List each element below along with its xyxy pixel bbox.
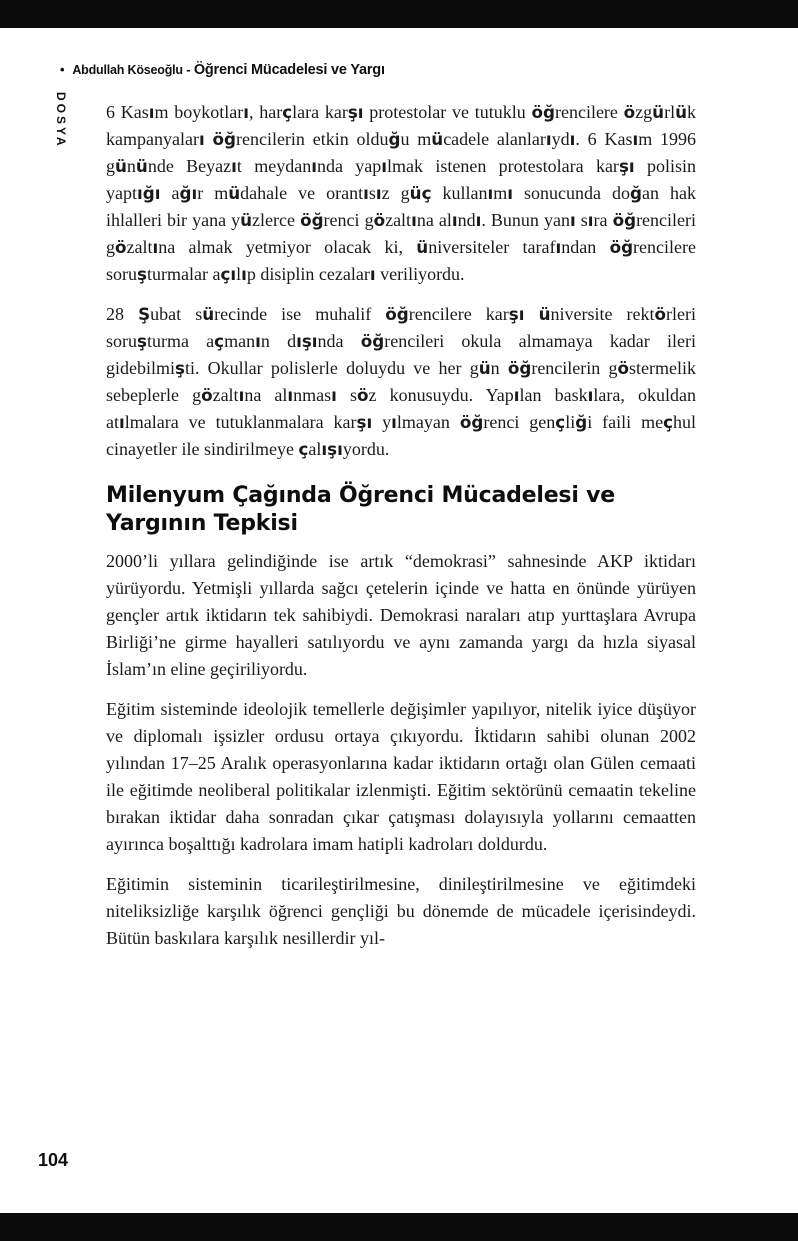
substituted-glyph: ı [311,156,317,176]
page-number: 104 [38,1150,69,1170]
substituted-glyph: ı [545,129,552,149]
substituted-glyph: ı [375,183,382,203]
substituted-glyph: ü [202,304,215,324]
substituted-glyph: ı [154,183,161,203]
bullet-icon: • [60,62,65,77]
substituted-glyph: ö [459,412,472,432]
book-title: Öğrenci Mücadelesi ve Yargı [193,62,385,78]
substituted-glyph: ç [555,412,566,432]
bottom-black-bar [0,1213,798,1241]
substituted-glyph: Ş [138,304,151,324]
paragraph: 6 Kasım boykotları, harçlara karşı protestolar ve tutuklu öğrencilere özgürlük kampanyaları öğrencilerin etkin olduğu mücadele alanlarıydı. 6 Kasım 1996 gününde Beyazıt meydanında yapılmak istenen protestolara karşı polisin yaptığı ağır müdahale ve orantısız güç kullanımı sonucunda doğan hak ihlalleri bir yana yüzlerce öğrenci gözaltına alındı. Bunun yanı sıra öğrencileri gözaltına almak yetmiyor olacak ki, üniversiteler tarafından öğrencilere soruşturmalar açılıp disiplin cezaları veriliyordu. [106,102,697,284]
substituted-glyph: ğ [179,183,192,203]
substituted-glyph: ğ [311,210,324,230]
substituted-glyph: ı [287,385,294,405]
substituted-glyph: ı [331,385,337,405]
substituted-glyph: ö [201,385,213,405]
substituted-glyph: ğ [575,412,588,432]
substituted-glyph: ı [555,237,562,257]
substituted-glyph: ş [508,304,519,324]
substituted-glyph: ö [115,237,127,257]
substituted-glyph: ö [617,358,630,378]
substituted-glyph: ı [119,412,125,432]
substituted-glyph: ğ [142,183,155,203]
substituted-glyph: ı [148,102,155,122]
substituted-glyph: ğ [471,412,484,432]
substituted-glyph: ı [587,210,594,230]
substituted-glyph: ü [115,156,127,176]
substituted-glyph: ğ [630,183,642,203]
substituted-glyph: ö [360,331,373,351]
substituted-glyph: ğ [372,331,385,351]
substituted-glyph: ı [152,237,159,257]
substituted-glyph: ı [518,304,525,324]
substituted-glyph: ı [296,331,302,351]
substituted-glyph: ü [416,237,429,257]
substituted-glyph: ı [363,183,369,203]
substituted-glyph: ö [300,210,312,230]
substituted-glyph: ö [531,102,543,122]
substituted-glyph: ğ [223,129,236,149]
substituted-glyph: ç [214,331,225,351]
substituted-glyph: ş [327,439,338,459]
substituted-glyph: ü [240,210,253,230]
substituted-glyph: ç [421,183,432,203]
substituted-glyph: ö [507,358,520,378]
substituted-glyph: ı [475,210,482,230]
substituted-glyph: ü [228,183,241,203]
substituted-glyph: ı [243,102,249,122]
substituted-glyph: ö [212,129,224,149]
substituted-glyph: ö [654,304,667,324]
substituted-glyph: ş [137,264,147,284]
substituted-glyph: ı [137,183,143,203]
substituted-glyph: ç [298,439,309,459]
substituted-glyph: ı [513,385,520,405]
substituted-glyph: ç [663,412,673,432]
body-text [106,99,696,965]
substituted-glyph: ç [220,264,231,284]
substituted-glyph: ü [135,156,148,176]
substituted-glyph: ı [191,183,198,203]
running-header [60,62,385,78]
author-name: Abdullah Köseoğlu [72,63,183,77]
top-black-bar [0,0,798,28]
substituted-glyph: ı [198,129,205,149]
substituted-glyph: ü [478,358,491,378]
paragraph: Eğitimin sisteminin ticarileştirilmesine, dinileştirilmesine ve eğitimdeki niteliksizliğe karşılık öğrenci gençliği bu dönemde de mücadele içerisindeydi. Bütün baskılara karşılık nesillerdir yıl- [106,874,696,948]
substituted-glyph: ı [369,264,376,284]
substituted-glyph: ı [632,129,639,149]
substituted-glyph: ö [612,210,625,230]
substituted-glyph: ı [337,439,343,459]
substituted-glyph: ı [628,156,635,176]
substituted-glyph: ı [255,331,261,351]
substituted-glyph: ü [675,102,687,122]
substituted-glyph: ö [385,304,397,324]
substituted-glyph: ğ [388,129,401,149]
substituted-glyph: ö [623,102,636,122]
substituted-glyph: ü [652,102,665,122]
substituted-glyph: ş [301,331,312,351]
substituted-glyph: ı [366,412,373,432]
substituted-glyph: ü [538,304,551,324]
substituted-glyph: ı [391,412,397,432]
substituted-glyph: ğ [519,358,532,378]
substituted-glyph: ı [357,102,364,122]
substituted-glyph: ı [241,264,247,284]
substituted-glyph: ö [609,237,622,257]
substituted-glyph: ş [356,412,367,432]
substituted-glyph: ı [381,156,388,176]
substituted-glyph: ğ [624,210,637,230]
substituted-glyph: ş [347,102,358,122]
substituted-glyph: ı [451,210,458,230]
substituted-glyph: ğ [621,237,634,257]
substituted-glyph: ı [487,183,494,203]
substituted-glyph: ü [431,129,444,149]
section-heading: Milenyum Çağında Öğrenci Mücadelesi ve Yargının Tepkisi [106,483,615,536]
substituted-glyph: ı [569,210,576,230]
substituted-glyph: ü [409,183,422,203]
paragraph: Eğitim sisteminde ideolojik temellerle değişimler yapılıyor, nitelik iyice düşüyor ve diplomalı işsizler ordusu ortaya çıkıyordu. İktidarın sahibi olunan 2002 yılından 17–25 Aralık operasyonlarına kadar iktidarın ortağı olan Gülen cemaati ile eğitimde neoliberal politikalar izlenmişti. Eğitim sektörünü cemaatin tekeline bırakan iktidar daha sonradan çıkar çatışması dolayısıyla yollarını cemaatten ayırınca boşalttığı kadrolara imam hatipli kadroları doldurdu. [106,699,696,854]
substituted-glyph: ı [411,210,417,230]
substituted-glyph: ı [569,129,576,149]
section-tab-dosya: DOSYA [54,92,68,149]
substituted-glyph: ğ [542,102,555,122]
substituted-glyph: ı [321,439,328,459]
substituted-glyph: ğ [396,304,409,324]
substituted-glyph: ı [230,264,237,284]
paragraph: 2000’li yıllara gelindiğinde ise artık “demokrasi” sahnesinde AKP iktidarı yürüyordu. Yetmişli yıllarda sağcı çetelerin içinde ve hatta en önünde yürüyen gençler artık iktidarın tek sahibiydi. Demokrasi naraları atıp yurttaşlara Avrupa Birliği’ne girme hayalleri satılıyordu ve aynı zamanda yargı da hızla siyasal İslam’ın eline geçiriliyordu. [106,551,696,679]
substituted-glyph: ş [618,156,629,176]
substituted-glyph: ö [373,210,386,230]
substituted-glyph: ı [311,331,318,351]
substituted-glyph: ç [282,102,293,122]
header-separator: - [182,62,194,77]
substituted-glyph: ö [357,385,369,405]
substituted-glyph: ı [587,385,594,405]
substituted-glyph: ş [175,358,185,378]
substituted-glyph: ı [238,385,245,405]
paragraph: 28 Şubat sürecinde ise muhalif öğrencilere karşı üniversite rektörleri soruşturma açmanın dışında öğrencileri okula almamaya kadar ileri gidebilmişti. Okullar polislerle doluydu ve her gün öğrencilerin göstermelik sebeplerle gözaltına alınması söz konusuydu. Yapılan baskılara, okuldan atılmalara ve tutuklanmalara karşı yılmayan öğrenci gençliği faili meçhul cinayetler ile sindirilmeye çalışıyordu. [106,304,697,459]
substituted-glyph: ı [507,183,513,203]
substituted-glyph: ş [137,331,147,351]
substituted-glyph: ı [231,156,237,176]
